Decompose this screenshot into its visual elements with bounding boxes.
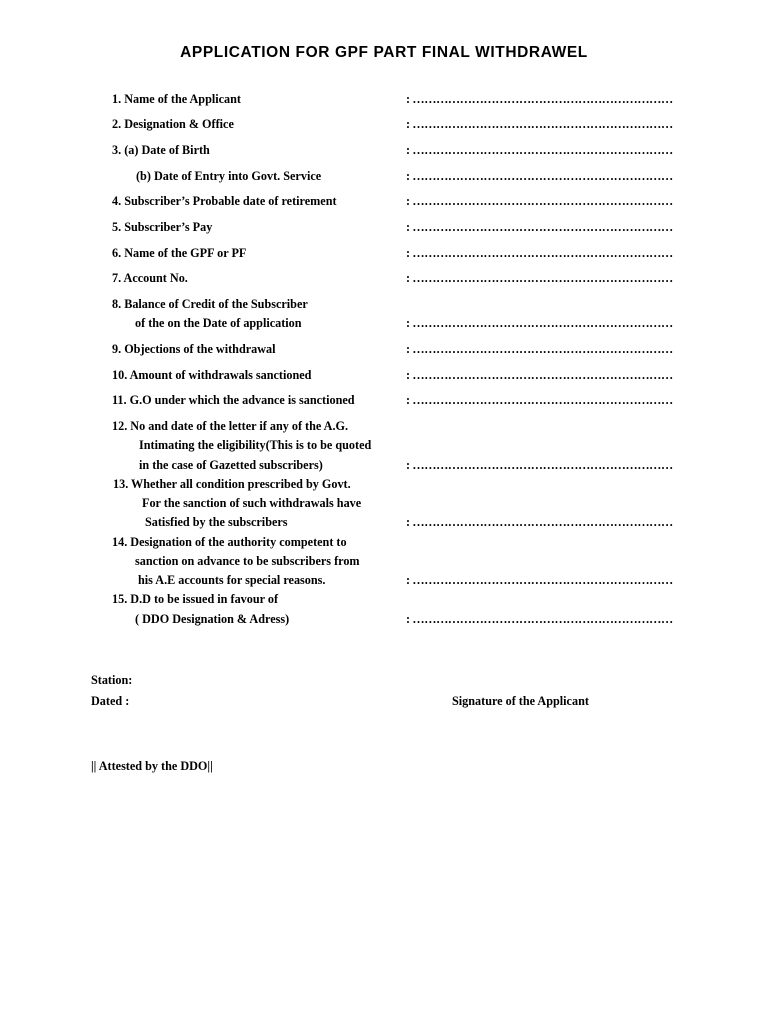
item-5-label: 5. Subscriber’s Pay (112, 220, 213, 234)
item-12-label-line-1: 12. No and date of the letter if any of the A.G. (112, 419, 349, 433)
item-14-fill-line: : ………………………………………………………… (406, 573, 673, 587)
item-10-label: 10. Amount of withdrawals sanctioned (112, 368, 312, 382)
attested-label: || Attested by the DDO|| (91, 759, 213, 773)
item-5-fill-line: : ………………………………………………………… (406, 220, 673, 234)
item-10-fill-line: : ………………………………………………………… (406, 368, 673, 382)
item-8-label-line-1: 8. Balance of Credit of the Subscriber (112, 297, 308, 311)
item-4-label: 4. Subscriber’s Probable date of retirement (112, 194, 337, 208)
item-11-fill-line: : ………………………………………………………… (406, 393, 673, 407)
signature-label: Signature of the Applicant (452, 694, 589, 708)
item-3b-fill-line: : ………………………………………………………… (406, 169, 673, 183)
item-1-fill-line: : ………………………………………………………… (406, 92, 673, 106)
item-4-fill-line: : ………………………………………………………… (406, 194, 673, 208)
item-13-label-line-1: 13. Whether all condition prescribed by Govt. (113, 477, 351, 491)
item-8-fill-line: : ………………………………………………………… (406, 316, 673, 330)
station-label: Station: (91, 673, 133, 687)
item-15-label-line-2: ( DDO Designation & Adress) (135, 612, 290, 626)
item-2-fill-line: : ………………………………………………………… (406, 117, 673, 131)
item-14-label-line-3: his A.E accounts for special reasons. (138, 573, 326, 587)
item-7-fill-line: : ………………………………………………………… (406, 271, 673, 285)
item-15-fill-line: : ………………………………………………………… (406, 612, 673, 626)
item-6-fill-line: : ………………………………………………………… (406, 246, 673, 260)
item-2-label: 2. Designation & Office (112, 117, 234, 131)
dated-label: Dated : (91, 694, 130, 708)
item-6-label: 6. Name of the GPF or PF (112, 246, 247, 260)
item-1-label: 1. Name of the Applicant (112, 92, 241, 106)
item-14-label-line-1: 14. Designation of the authority competent to (112, 535, 347, 549)
item-7-label: 7. Account No. (112, 271, 188, 285)
item-15-label-line-1: 15. D.D to be issued in favour of (112, 592, 279, 606)
item-11-label: 11. G.O under which the advance is sanctioned (112, 393, 355, 407)
item-12-label-line-3: in the case of Gazetted subscribers) (139, 458, 323, 472)
item-14-label-line-2: sanction on advance to be subscribers from (135, 554, 360, 568)
item-3a-fill-line: : ………………………………………………………… (406, 143, 673, 157)
item-12-fill-line: : ………………………………………………………… (406, 458, 673, 472)
item-13-fill-line: : ………………………………………………………… (406, 515, 673, 529)
item-3b-label: (b) Date of Entry into Govt. Service (136, 169, 322, 183)
form-title: APPLICATION FOR GPF PART FINAL WITHDRAWEL (180, 44, 588, 61)
item-12-label-line-2: Intimating the eligibility(This is to be quoted (139, 438, 372, 452)
item-9-fill-line: : ………………………………………………………… (406, 342, 673, 356)
item-13-label-line-2: For the sanction of such withdrawals have (142, 496, 362, 510)
item-9-label: 9. Objections of the withdrawal (112, 342, 276, 356)
item-13-label-line-3: Satisfied by the subscribers (145, 515, 288, 529)
item-3a-label: 3. (a) Date of Birth (112, 143, 210, 157)
item-8-label-line-2: of the on the Date of application (135, 316, 302, 330)
